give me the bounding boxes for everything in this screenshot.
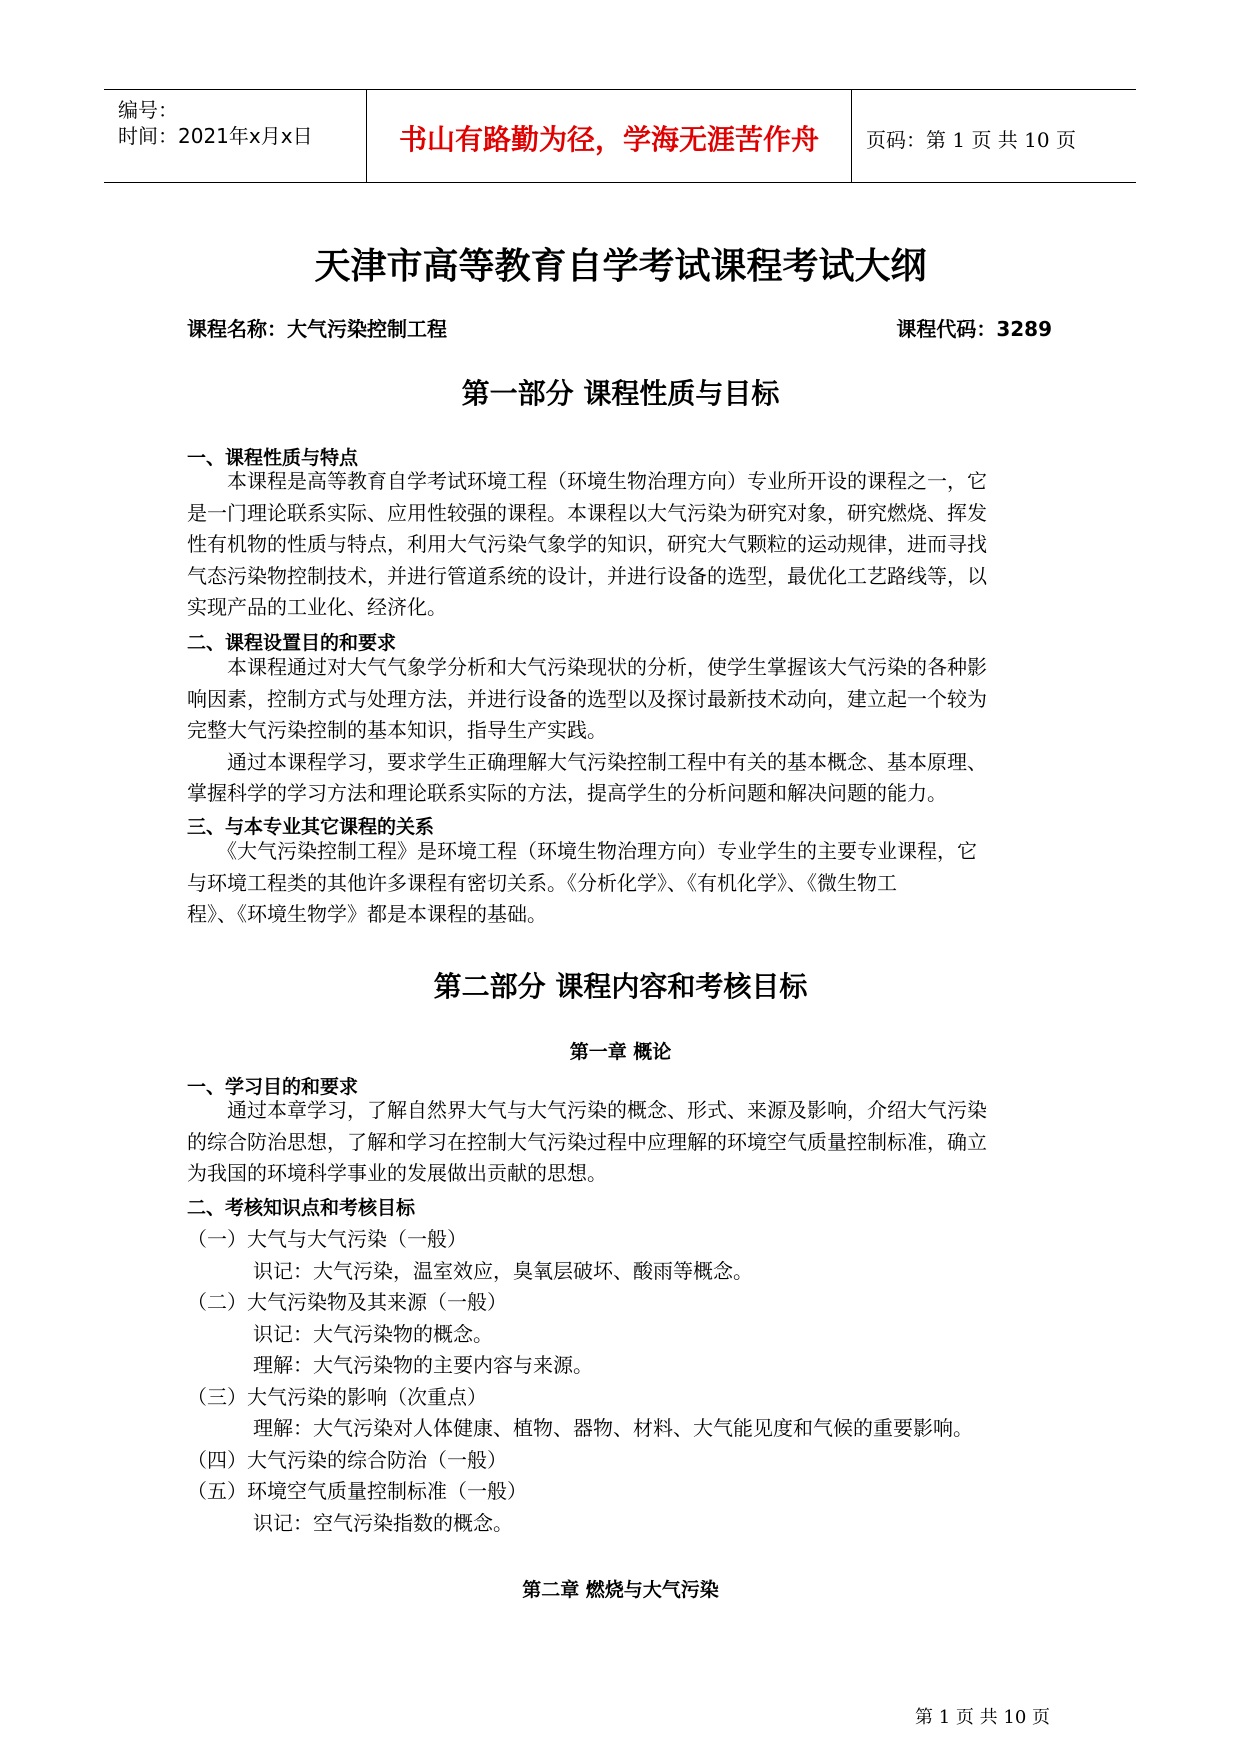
paragraph-line: 通过本章学习，了解自然界大气与大气污染的概念、形式、来源及影响，介绍大气污染 bbox=[187, 1098, 987, 1122]
paragraph-line: 掌握科学的学习方法和理论联系实际的方法，提高学生的分析问题和解决问题的能力。 bbox=[187, 781, 947, 805]
knowledge-item-5: （五）环境空气质量控制标准（一般） bbox=[187, 1479, 527, 1503]
knowledge-item-1-recall: 识记：大气污染，温室效应，臭氧层破坏、酸雨等概念。 bbox=[253, 1259, 753, 1283]
knowledge-item-2: （二）大气污染物及其来源（一般） bbox=[187, 1290, 507, 1314]
paragraph-line: 本课程是高等教育自学考试环境工程（环境生物治理方向）专业所开设的课程之一，它 bbox=[187, 469, 987, 493]
part2-title: 第二部分 课程内容和考核目标 bbox=[433, 970, 808, 1003]
course-name: 课程名称：大气污染控制工程 bbox=[187, 317, 447, 341]
paragraph-line: 完整大气污染控制的基本知识，指导生产实践。 bbox=[187, 718, 607, 742]
part2-section1-title: 一、学习目的和要求 bbox=[187, 1076, 359, 1098]
part1-section1-title: 一、课程性质与特点 bbox=[187, 447, 359, 469]
paragraph-line: 为我国的环境科学事业的发展做出贡献的思想。 bbox=[187, 1161, 607, 1185]
paragraph-line: 本课程通过对大气气象学分析和大气污染现状的分析，使学生掌握该大气污染的各种影 bbox=[187, 655, 987, 679]
course-info-row bbox=[187, 313, 1052, 343]
paragraph-line: 是一门理论联系实际、应用性较强的课程。本课程以大气污染为研究对象，研究燃烧、挥发 bbox=[187, 500, 987, 525]
paragraph-line: 通过本课程学习，要求学生正确理解大气污染控制工程中有关的基本概念、基本原理、 bbox=[187, 749, 987, 774]
header-mid-cell bbox=[367, 90, 852, 182]
paragraph-line: 实现产品的工业化、经济化。 bbox=[187, 595, 447, 619]
chapter2-title: 第二章 燃烧与大气污染 bbox=[522, 1579, 719, 1601]
knowledge-item-3-understand: 理解：大气污染对人体健康、植物、器物、材料、大气能见度和气候的重要影响。 bbox=[253, 1416, 973, 1440]
paragraph-line: 响因素，控制方式与处理方法，并进行设备的选型以及探讨最新技术动向，建立起一个较为 bbox=[187, 686, 987, 711]
part2-section1-paragraph bbox=[187, 1095, 1057, 1190]
page-footer: 第 1 页 共 10 页 bbox=[915, 1707, 1050, 1728]
knowledge-item-1: （一）大气与大气污染（一般） bbox=[187, 1227, 467, 1251]
part1-section3-title: 三、与本专业其它课程的关系 bbox=[187, 816, 435, 838]
part1-section1-paragraph bbox=[187, 466, 1057, 624]
part1-title: 第一部分 课程性质与目标 bbox=[461, 377, 780, 410]
knowledge-item-2-recall: 识记：大气污染物的概念。 bbox=[253, 1322, 493, 1346]
part1-section2-title: 二、课程设置目的和要求 bbox=[187, 632, 397, 654]
paragraph-line: 与环境工程类的其他许多课程有密切关系。《分析化学》、《有机化学》、《微生物工 bbox=[187, 870, 897, 895]
paragraph-line: 性有机物的性质与特点，利用大气污染气象学的知识，研究大气颗粒的运动规律，进而寻找 bbox=[187, 532, 987, 556]
part1-section2-paragraph bbox=[187, 652, 1057, 810]
page-info: 页码：第 1 页 共 10 页 bbox=[866, 128, 1076, 152]
part1-section3-paragraph bbox=[187, 836, 1057, 931]
knowledge-item-2-understand: 理解：大气污染物的主要内容与来源。 bbox=[253, 1353, 593, 1377]
knowledge-item-4: （四）大气污染的综合防治（一般） bbox=[187, 1448, 507, 1472]
motto-text: 书山有路勤为径，学海无涯苦作舟 bbox=[398, 123, 819, 156]
paragraph-line: 的综合防治思想，了解和学习在控制大气污染过程中应理解的环境空气质量控制标准，确立 bbox=[187, 1129, 987, 1154]
doc-number-label: 编号： bbox=[118, 98, 178, 122]
paragraph-line: 《大气污染控制工程》是环境工程（环境生物治理方向）专业学生的主要专业课程，它 bbox=[187, 839, 977, 863]
header-table bbox=[104, 89, 1136, 183]
paragraph-line: 气态污染物控制技术，并进行管道系统的设计，并进行设备的选型，最优化工艺路线等，以 bbox=[187, 563, 987, 588]
doc-time-label: 时间：2021年x月x日 bbox=[118, 124, 313, 148]
course-code: 课程代码：3289 bbox=[896, 317, 1052, 341]
document-title: 天津市高等教育自学考试课程考试大纲 bbox=[314, 246, 927, 287]
paragraph-line: 程》、《环境生物学》都是本课程的基础。 bbox=[187, 902, 547, 926]
knowledge-item-5-recall: 识记：空气污染指数的概念。 bbox=[253, 1511, 513, 1535]
chapter1-title: 第一章 概论 bbox=[569, 1041, 672, 1063]
part2-section2-title: 二、考核知识点和考核目标 bbox=[187, 1197, 416, 1219]
knowledge-item-3: （三）大气污染的影响（次重点） bbox=[187, 1385, 487, 1409]
header-left-cell bbox=[104, 90, 367, 182]
header-right-cell bbox=[852, 90, 1136, 182]
